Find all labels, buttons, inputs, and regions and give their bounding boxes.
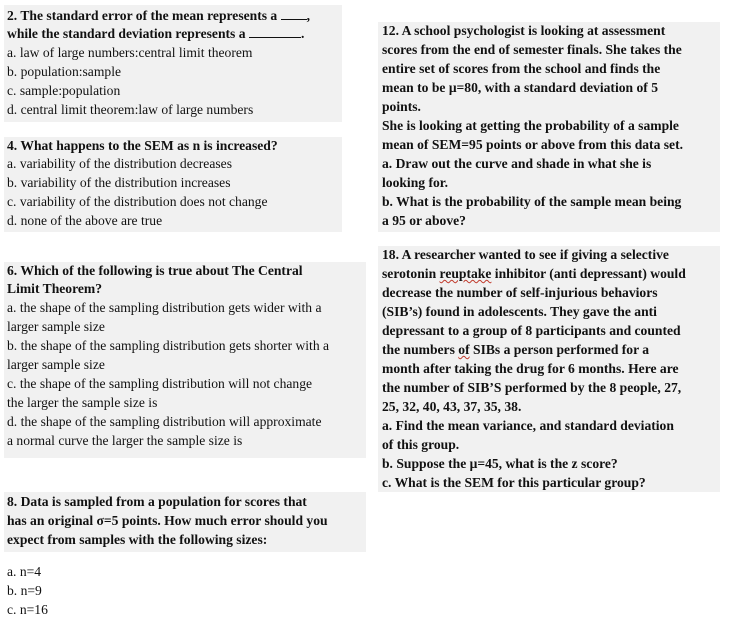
option-4d: d. none of the above are true: [7, 213, 163, 228]
option-6a-line-2: larger sample size: [7, 319, 105, 334]
option-6b-line-2: larger sample size: [7, 357, 105, 372]
question-12-line-1: 12. A school psychologist is looking at assessment: [382, 23, 666, 38]
question-18-line-3: decrease the number of self-injurious behaviors: [382, 285, 658, 300]
option-4b: b. variability of the distribution increases: [7, 175, 231, 190]
question-6: [4, 262, 366, 458]
question-8-line-1: 8. Data is sampled from a population for scores that: [7, 494, 307, 509]
question-18-line-2: serotonin reuptake inhibitor (anti depressant) would: [382, 266, 686, 281]
question-18-line-9: 25, 32, 40, 43, 37, 35, 38.: [382, 399, 522, 414]
question-18-line-12: b. Suppose the μ=45, what is the z score?: [382, 456, 618, 471]
question-18-line-13: c. What is the SEM for this particular group?: [382, 475, 646, 490]
option-6d-line-1: d. the shape of the sampling distribution will approximate: [7, 414, 322, 429]
question-12-line-6: She is looking at getting the probability of a sample: [382, 118, 679, 133]
blank-1: [281, 8, 307, 20]
option-8a: a. n=4: [7, 564, 42, 579]
question-8-line-2: has an original σ=5 points. How much error should you: [7, 513, 328, 528]
option-8b: b. n=9: [7, 583, 42, 598]
option-2a: a. law of large numbers:central limit theorem: [7, 45, 253, 60]
option-2b: b. population:sample: [7, 64, 122, 79]
option-6c-line-2: the larger the sample size is: [7, 395, 158, 410]
question-18-line-10: a. Find the mean variance, and standard deviation: [382, 418, 674, 433]
question-6-line-1: 6. Which of the following is true about The Central: [7, 263, 303, 278]
question-18-line-4: (SIB’s) found in adolescents. They gave the anti: [382, 304, 657, 319]
question-12-line-4: mean to be μ=80, with a standard deviation of 5: [382, 80, 659, 95]
question-18-line-5: depressant to a group of 8 participants and counted: [382, 323, 681, 338]
misspelled-word: reuptake: [439, 266, 492, 281]
option-6c-line-1: c. the shape of the sampling distribution will not change: [7, 376, 313, 391]
question-8: [4, 492, 366, 552]
question-12-line-9: looking for.: [382, 175, 448, 190]
question-8-line-3: expect from samples with the following sizes:: [7, 532, 268, 547]
question-18-line-11: of this group.: [382, 437, 460, 452]
question-6-line-2: Limit Theorem?: [7, 281, 103, 296]
option-2c: c. sample:population: [7, 83, 121, 98]
option-6b-line-1: b. the shape of the sampling distribution gets shorter with a: [7, 338, 330, 353]
option-4a: a. variability of the distribution decreases: [7, 156, 232, 171]
question-12-line-11: a 95 or above?: [382, 213, 466, 228]
question-12: [378, 22, 720, 232]
question-2-line-2: while the standard deviation represents a .: [7, 26, 305, 41]
question-4: [4, 137, 342, 232]
question-2-line-1: 2. The standard error of the mean represents a ,: [7, 8, 311, 23]
option-2d: d. central limit theorem:law of large numbers: [7, 102, 254, 117]
question-12-line-8: a. Draw out the curve and shade in what she is: [382, 156, 652, 171]
question-12-line-2: scores from the end of semester finals. She takes the: [382, 42, 682, 57]
question-12-line-10: b. What is the probability of the sample mean being: [382, 194, 682, 209]
option-8c: c. n=16: [7, 602, 48, 617]
blank-2: [249, 26, 301, 38]
flagged-word: of: [458, 342, 470, 357]
question-4-text: 4. What happens to the SEM as n is increased?: [7, 138, 278, 153]
option-6a-line-1: a. the shape of the sampling distribution gets wider with a: [7, 300, 322, 315]
question-18: [378, 246, 720, 492]
option-6d-line-2: a normal curve the larger the sample size is: [7, 433, 243, 448]
question-12-line-3: entire set of scores from the school and finds the: [382, 61, 661, 76]
question-12-line-5: points.: [382, 99, 421, 114]
question-2: [4, 5, 342, 122]
question-18-line-1: 18. A researcher wanted to see if giving a selective: [382, 247, 669, 262]
question-12-line-7: mean of SEM=95 points or above from this data set.: [382, 137, 684, 152]
question-18-line-8: the number of SIB’S performed by the 8 people, 27,: [382, 380, 682, 395]
question-8-options: [4, 563, 84, 625]
question-18-line-7: month after taking the drug for 6 months. Here are: [382, 361, 679, 376]
option-4c: c. variability of the distribution does not change: [7, 194, 268, 209]
question-18-line-6: the numbers of SIBs a person performed for a: [382, 342, 650, 357]
